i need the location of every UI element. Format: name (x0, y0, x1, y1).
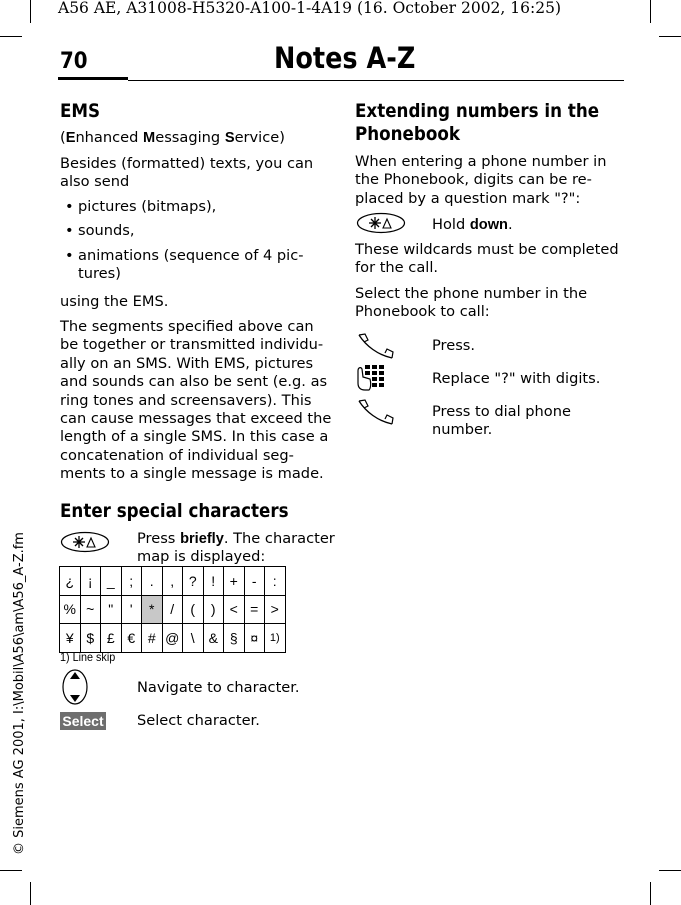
list-item: • animations (sequence of 4 pic- tures) (65, 246, 304, 283)
star-key-icon (356, 212, 406, 234)
char-cell: # (142, 624, 163, 653)
table-row (60, 595, 286, 624)
star-key-icon (60, 531, 110, 553)
char-cell: ~ (80, 595, 101, 624)
header-rule-thick (58, 77, 128, 80)
call-key-icon (356, 332, 396, 360)
keypad-hand-icon (355, 363, 385, 391)
char-cell: § (224, 624, 245, 653)
char-cell: / (162, 595, 183, 624)
char-cell: , (162, 567, 183, 596)
select-number-text: Select the phone number in the Phonebook to call: (355, 285, 588, 321)
navigate-text: Navigate to character. (137, 679, 300, 696)
wildcard-text: These wildcards must be completed for the call. (355, 241, 619, 277)
char-cell: £ (101, 624, 122, 653)
press-briefly-text: Press briefly. The character map is displayed: (137, 530, 335, 566)
char-cell: @ (162, 624, 183, 653)
char-cell: 1) (265, 624, 286, 653)
call-key-icon (356, 398, 396, 426)
char-cell: ¿ (60, 567, 81, 596)
char-cell: ( (183, 595, 204, 624)
char-cell: ; (121, 567, 142, 596)
copyright-sidebar: © Siemens AG 2001, I:\Mobil\A56\am\A56_A-Z.fm (12, 532, 27, 855)
list-item: • sounds, (65, 222, 135, 240)
char-cell: ) (203, 595, 224, 624)
char-cell: = (244, 595, 265, 624)
char-cell: % (60, 595, 81, 624)
navigation-key-icon (61, 668, 89, 706)
crop-mark (30, 0, 31, 23)
char-cell: . (142, 567, 163, 596)
char-cell: _ (101, 567, 122, 596)
char-cell: ¥ (60, 624, 81, 653)
header-rule-thin (128, 80, 624, 81)
footnote: 1) Line skip (60, 650, 116, 664)
crop-mark (650, 0, 651, 23)
select-text: Select character. (137, 712, 260, 729)
crop-mark (659, 36, 681, 37)
crop-mark (30, 882, 31, 905)
extending-intro: When entering a phone number in the Phonebook, digits can be re- placed by a question mark "?": (355, 153, 607, 207)
char-cell: < (224, 595, 245, 624)
crop-mark (0, 36, 22, 37)
extending-heading: Extending numbers in the Phonebook (355, 100, 600, 145)
char-cell: > (265, 595, 286, 624)
page-number: 70 (60, 49, 88, 74)
character-map (59, 566, 286, 653)
char-cell: ? (183, 567, 204, 596)
char-cell: \ (183, 624, 204, 653)
char-cell: ¡ (80, 567, 101, 596)
crop-mark (659, 870, 681, 871)
char-cell: € (121, 624, 142, 653)
char-cell: " (101, 595, 122, 624)
ems-subtitle: (Enhanced Messaging Service) (60, 129, 285, 146)
step-replace-text: Replace "?" with digits. (432, 370, 601, 387)
crop-mark (0, 870, 22, 871)
crop-mark (650, 882, 651, 905)
ems-heading: EMS (60, 100, 101, 122)
ems-paragraph: The segments specified above can be together or transmitted individu- ally on an SMS. With EMS, pictures and sounds can also be sent (e.g. as ring tones and screensavers). This can cause messages that exceed the length of a single SMS. In this case a concatenation of individual seg- ments to a single message is made. (60, 318, 332, 483)
step-dial-text: Press to dial phone number. (432, 403, 571, 439)
char-cell: ! (203, 567, 224, 596)
hold-down-text: Hold down. (432, 216, 513, 233)
step-press-text: Press. (432, 337, 476, 354)
page-title: Notes A-Z (274, 41, 416, 75)
table-row (60, 567, 286, 596)
ems-bullet-list (65, 198, 304, 284)
ems-intro: Besides (formatted) texts, you can also send (60, 155, 314, 191)
char-cell: + (224, 567, 245, 596)
select-softkey: Select (60, 712, 106, 730)
special-chars-heading: Enter special characters (60, 500, 289, 522)
char-cell: ¤ (244, 624, 265, 653)
char-cell: $ (80, 624, 101, 653)
char-cell-highlighted: * (142, 595, 163, 624)
char-cell: - (244, 567, 265, 596)
char-cell: & (203, 624, 224, 653)
char-cell: ' (121, 595, 142, 624)
ems-using: using the EMS. (60, 293, 169, 310)
table-row (60, 624, 286, 653)
char-cell: : (265, 567, 286, 596)
list-item: • pictures (bitmaps), (65, 198, 217, 215)
document-reference: A56 AE, A31008-H5320-A100-1-4A19 (16. October 2002, 16:25) (58, 0, 561, 17)
